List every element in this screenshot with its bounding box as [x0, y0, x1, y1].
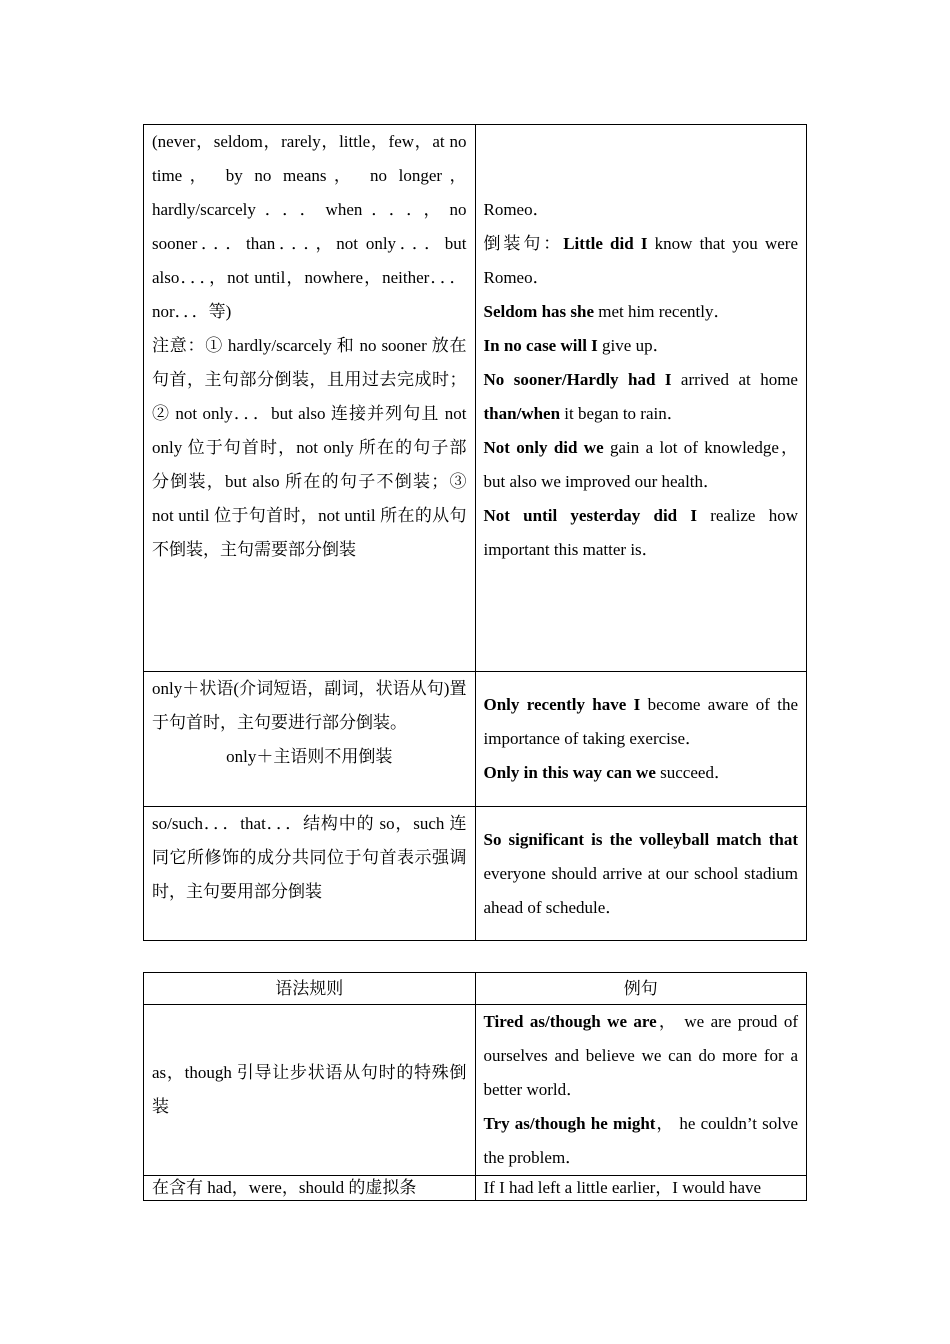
example-cell [475, 125, 807, 672]
example-sentence [484, 363, 799, 431]
inversion-rules-table-continued [143, 124, 807, 941]
example-bold: Not until yesterday did I [483, 506, 697, 525]
example-rest: gain a lot of knowledge， but also we improved our health． [483, 438, 798, 491]
example-bold: In no case will I [483, 336, 598, 355]
example-rest: it began to rain． [560, 404, 684, 423]
example-sentence: If I had left a little earlier，I would have [483, 1178, 762, 1197]
rule-cell [144, 672, 476, 807]
rule-text: 在含有 had，were，should 的虚拟条 [152, 1178, 417, 1197]
example-bold: Tired as/though we are [483, 1012, 657, 1031]
example-sentence [484, 329, 799, 363]
table-header-row [144, 973, 807, 1005]
example-sentence [484, 756, 799, 790]
table-row [144, 672, 807, 807]
example-rest: succeed． [655, 763, 731, 782]
example-cell [475, 807, 807, 941]
example-cell [475, 672, 807, 807]
example-bold: than/when [483, 404, 561, 423]
example-prefix: 倒装句： [483, 234, 564, 253]
example-bold: So significant is the volleyball match that [483, 829, 798, 849]
example-rest: ， he couldn’t solve the problem． [483, 1114, 798, 1167]
example-cell [475, 1176, 807, 1201]
example-sentence [484, 431, 799, 499]
example-sentence [484, 295, 799, 329]
rule-text: so/such．．．that．．．结构中的 so，such 连同它所修饰的成分共同位于句首表示强调时，主句要用部分倒装 [152, 814, 467, 901]
example-rest: arrived at home [671, 370, 798, 389]
header-grammar-rule: 语法规则 [144, 973, 476, 1005]
example-sentence [484, 823, 799, 925]
example-cell [475, 1005, 807, 1176]
example-rest: give up． [597, 336, 670, 355]
header-example: 例句 [475, 973, 807, 1005]
example-bold: Try as/though he might [483, 1114, 656, 1133]
table-row [144, 1005, 807, 1176]
example-bold: Little did I [563, 234, 648, 253]
example-bold: Only in this way can we [483, 763, 656, 782]
example-bold: No sooner/Hardly had I [483, 370, 672, 389]
table-row [144, 1176, 807, 1201]
example-sentence [484, 227, 799, 295]
rule-text: only＋状语(介词短语，副词，状语从句)置于句首时，主句要进行部分倒装。 [152, 679, 467, 732]
rule-cell [144, 1176, 476, 1201]
rule-cell [144, 1005, 476, 1176]
example-sentence [484, 499, 799, 567]
example-rest: become aware of the importance of taking exercise． [483, 695, 798, 748]
example-sentence [484, 688, 799, 756]
example-rest: everyone should arrive at our school stadium ahead of schedule． [483, 863, 798, 917]
example-bold: Not only did we [483, 438, 604, 457]
special-inversion-table [143, 972, 807, 1201]
rule-subnote: only＋主语则不用倒装 [226, 747, 393, 766]
negative-words-list: (never，seldom，rarely，little，few，at no time， by no means， no longer，hardly/scarcely．．．when．．．，no sooner．．．than．．．，not only．．．but also．．．，not until，nowhere，neither．．．nor．．．等) [152, 132, 467, 321]
table-row [144, 807, 807, 941]
example-bold: Only recently have I [483, 695, 641, 714]
example-sentence [484, 1005, 799, 1107]
rule-text: as，though 引导让步状语从句时的特殊倒装 [152, 1063, 467, 1116]
example-bold: Seldom has she [483, 302, 595, 321]
table-row [144, 125, 807, 672]
example-rest: met him recently． [594, 302, 731, 321]
example-rest: know that you were Romeo． [483, 234, 798, 287]
example-text: Romeo． [483, 200, 550, 219]
rule-note: 注意：① hardly/scarcely 和 no sooner 放在句首，主句部分倒装，且用过去完成时；② not only．．．but also 连接并列句且 not only 位于句首时，not only 所在的句子部分倒装，but also 所在的句子不倒装；③ not until 位于句首时，not until 所在的从句不倒装，主句需要部分倒装 [152, 336, 467, 559]
example-rest: realize how important this matter is． [483, 506, 798, 559]
example-sentence [484, 1107, 799, 1175]
rule-cell [144, 125, 476, 672]
rule-cell [144, 807, 476, 941]
example-rest: ， we are proud of ourselves and believe we can do more for a better world． [483, 1012, 798, 1099]
